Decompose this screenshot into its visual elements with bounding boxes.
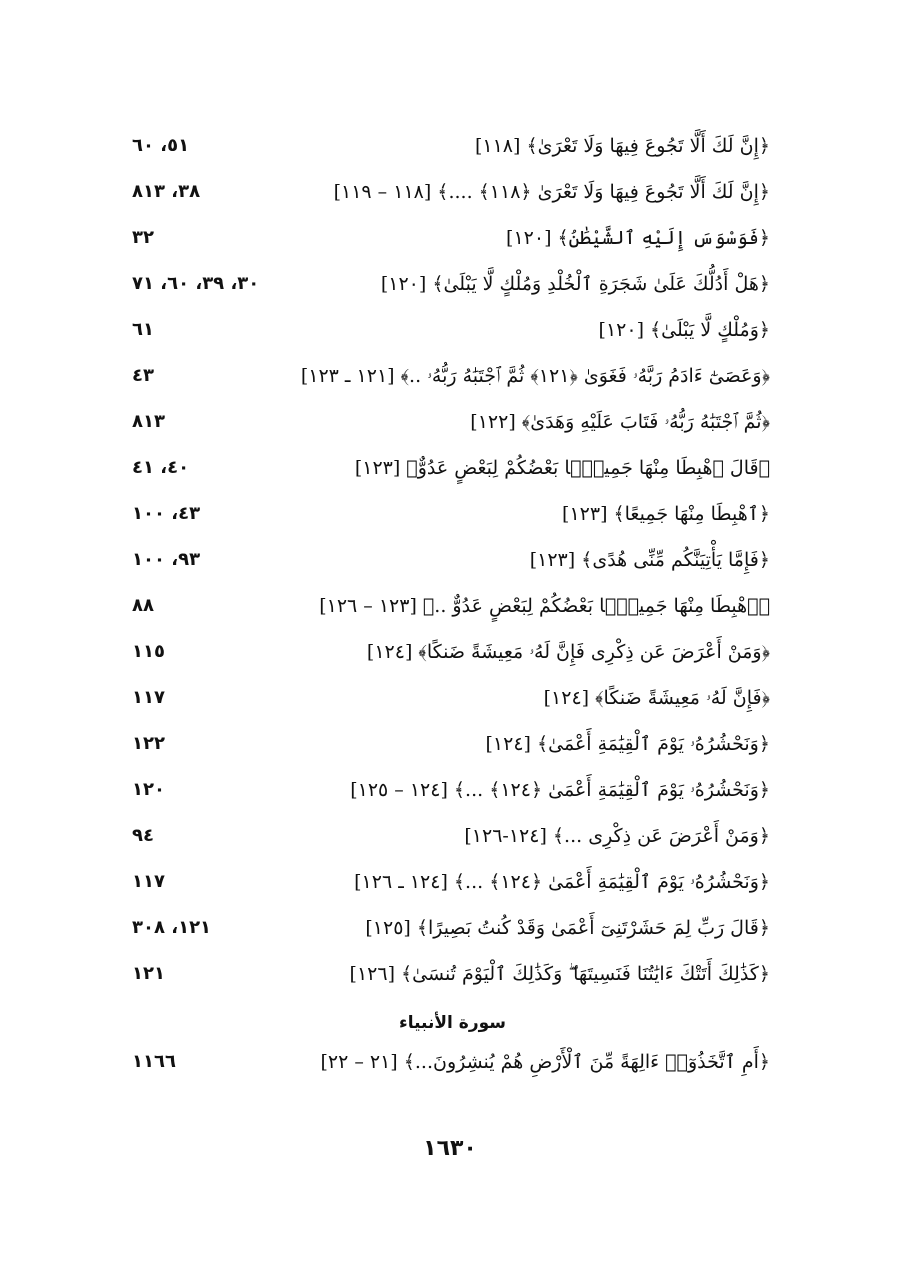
verse-text: ﴿وَمَنْ أَعْرَضَ عَن ذِكْرِى فَإِنَّ لَهُۥ مَعِيشَةً ضَنكًا﴾ [١٢٤] [366, 641, 770, 663]
page-references: ١٢١، ٣٠٨ [132, 917, 212, 938]
verse-text: ﴿وَنَحْشُرُهُۥ يَوْمَ ٱلْقِيَٰمَةِ أَعْمَىٰ ﴿١٢٤﴾ ...﴾ [١٢٤ – ١٢٥] [350, 779, 770, 801]
page-references: ٣٨، ٨١٣ [132, 181, 201, 202]
verse-text: ﴿وَمُلْكٍ لَّا يَبْلَىٰ﴾ [١٢٠] [598, 319, 770, 341]
list-item [120, 814, 770, 860]
list-item [120, 722, 770, 768]
verse-text: ﴿وَمَنْ أَعْرَضَ عَن ذِكْرِى ...﴾ [١٢٤-١٢٦] [464, 825, 770, 847]
page-references: ١١٧ [132, 687, 165, 708]
page-references: ٤٣، ١٠٠ [132, 503, 201, 524]
surah-title: سورة الأنبياء [399, 1013, 506, 1033]
verse-text: ﴿فَإِمَّا يَأْتِيَنَّكُم مِّنِّى هُدًى﴾ [١٢٣] [529, 549, 770, 571]
verse-text: ﴿ٱهْبِطَا مِنْهَا جَمِيعًا﴾ [١٢٣] [562, 503, 770, 525]
verse-text: ﴿قَالَ رَبِّ لِمَ حَشَرْتَنِىٓ أَعْمَىٰ وَقَدْ كُنتُ بَصِيرًا﴾ [١٢٥] [365, 917, 770, 939]
page-references: ٩٤ [132, 825, 154, 846]
list-item [120, 446, 770, 492]
page-references: ٤٣ [132, 365, 154, 386]
page-references: ٣٠، ٣٩، ٦٠، ٧١ [132, 273, 260, 294]
verse-text: ﴿قَالَ ٱهْبِطَا مِنْهَا جَمِيعًۢا بَعْضُكُمْ لِبَعْضٍ عَدُوٌّ﴾ [١٢٣] [354, 457, 770, 479]
verse-text: ﴿ٱهْبِطَا مِنْهَا جَمِيعًۢا بَعْضُكُمْ لِبَعْضٍ عَدُوٌّ ..﴾ [١٢٣ – ١٢٦] [319, 595, 770, 617]
list-item [120, 584, 770, 630]
list-item [120, 630, 770, 676]
page-references: ١٢٢ [132, 733, 165, 754]
verse-text: ﴿هَلْ أَدُلُّكَ عَلَىٰ شَجَرَةِ ٱلْخُلْدِ وَمُلْكٍ لَّا يَبْلَىٰ﴾ [١٢٠] [380, 273, 770, 295]
verse-text: ﴿أَمِ ٱتَّخَذُوٓا۟ ءَالِهَةً مِّنَ ٱلْأَرْضِ هُمْ يُنشِرُونَ...﴾ [٢١ – ٢٢] [320, 1051, 770, 1073]
verse-text: ﴿وَنَحْشُرُهُۥ يَوْمَ ٱلْقِيَٰمَةِ أَعْمَىٰ﴾ [١٢٤] [485, 733, 770, 755]
page-references: ٥١، ٦٠ [132, 135, 190, 156]
page-references: ٣٢ [132, 227, 154, 248]
list-item [120, 768, 770, 814]
list-item [120, 538, 770, 584]
verse-text: ﴿وَعَصَىٰٓ ءَادَمُ رَبَّهُۥ فَغَوَىٰ ﴿١٢١﴾ ثُمَّ ٱجْتَبَٰهُ رَبُّهُۥ ..﴾ [١٢١ ـ ١٢٣] [300, 365, 770, 387]
verse-text: ﴿وَنَحْشُرُهُۥ يَوْمَ ٱلْقِيَٰمَةِ أَعْمَىٰ ﴿١٢٤﴾ ...﴾ [١٢٤ ـ ١٢٦] [354, 871, 770, 893]
page-references: ٨١٣ [132, 411, 165, 432]
list-item [120, 1040, 770, 1086]
page-references: ١١٥ [132, 641, 165, 662]
list-item [120, 906, 770, 952]
list-item [120, 216, 770, 262]
verse-text: ﴿ثُمَّ ٱجْتَبَٰهُ رَبُّهُۥ فَتَابَ عَلَيْهِ وَهَدَىٰ﴾ [١٢٢] [470, 411, 770, 433]
list-item [120, 354, 770, 400]
verse-text: ﴿إِنَّ لَكَ أَلَّا تَجُوعَ فِيهَا وَلَا تَعْرَىٰ﴾ [١١٨] [474, 135, 770, 157]
list-item [120, 860, 770, 906]
page-number: ١٦٣٠ [423, 1136, 477, 1161]
verse-text: ﴿إِنَّ لَكَ أَلَّا تَجُوعَ فِيهَا وَلَا تَعْرَىٰ ﴿١١٨﴾ ....﴾ [١١٨ – ١١٩] [333, 181, 770, 203]
verse-text: ﴿كَذَٰلِكَ أَتَتْكَ ءَايَٰتُنَا فَنَسِيتَهَا ۖ وَكَذَٰلِكَ ٱلْيَوْمَ تُنسَىٰ﴾ [١٢٦] [349, 963, 770, 985]
page-references: ٨٨ [132, 595, 154, 616]
verse-text: ﴿فَإِنَّ لَهُۥ مَعِيشَةً ضَنكًا﴾ [١٢٤] [543, 687, 770, 709]
list-item [120, 170, 770, 216]
list-item [120, 676, 770, 722]
page-references: ١٢٠ [132, 779, 165, 800]
page-references: ١١٦٦ [132, 1051, 176, 1072]
list-item [120, 400, 770, 446]
verse-index-list [120, 124, 770, 1086]
list-item [120, 124, 770, 170]
list-item [120, 492, 770, 538]
page-references: ٤٠، ٤١ [132, 457, 190, 478]
verse-text: ﴿فَوَسْوَسَ إِلَيْهِ ٱلشَّيْطَٰنُ﴾ [١٢٠] [506, 227, 770, 249]
page-references: ٦١ [132, 319, 154, 340]
page-references: ١١٧ [132, 871, 165, 892]
page-references: ١٢١ [132, 963, 165, 984]
list-item [120, 952, 770, 998]
list-item [120, 308, 770, 354]
list-item [120, 262, 770, 308]
section-heading [120, 998, 770, 1040]
page-references: ٩٣، ١٠٠ [132, 549, 201, 570]
